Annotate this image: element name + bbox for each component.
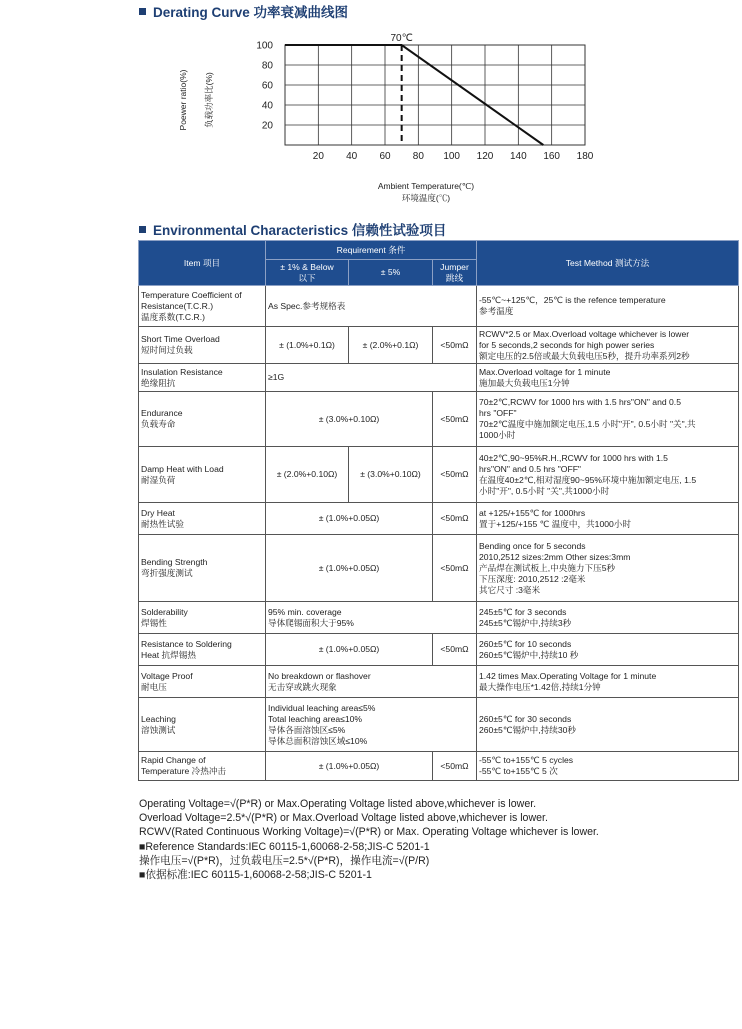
derating-curve-title: Derating Curve 功率衰减曲线图 — [153, 5, 349, 20]
tolerance-cell: ± (1.0%+0.05Ω) — [266, 634, 433, 666]
x-tick-label: 100 — [443, 151, 461, 162]
x-tick-label: 40 — [346, 151, 358, 162]
test-method-cell: 70±2℃,RCWV for 1000 hrs with 1.5 hrs"ON" and 0.5 hrs "OFF" 70±2℃温度中施加额定电压,1.5 小时"开", 0.5小时 "关",共 1000小时 — [477, 392, 739, 447]
test-method-cell: 40±2℃,90~95%R.H.,RCWV for 1000 hrs with 1.5 hrs"ON" and 0.5 hrs "OFF" 在温度40±2℃,相对湿度90~95%环境中施加额定电压, 1.5 小时"开", 0.5小时 "关",共1000小时 — [477, 447, 739, 503]
test-method-cell: 260±5℃ for 10 seconds 260±5℃锡炉中,持续10 秒 — [477, 634, 739, 666]
table-row — [139, 327, 739, 364]
note-line: 操作电压=√(P*R)，过负载电压=2.5*√(P*R)，操作电流=√(P/R) — [139, 854, 430, 867]
jumper-cell: <50mΩ — [433, 447, 477, 503]
table-row — [139, 698, 739, 752]
tolerance-cell: ± (1.0%+0.05Ω) — [266, 503, 433, 535]
item-cell: Temperature Coefficient of Resistance(T.C.R.) 温度系数(T.C.R.) — [139, 286, 266, 327]
item-cell: Rapid Change of Temperature 冷热冲击 — [139, 752, 266, 781]
item-cell: Dry Heat 耐热性试验 — [139, 503, 266, 535]
item-cell: Leaching 溶蚀测试 — [139, 698, 266, 752]
x-tick-labels — [313, 151, 594, 162]
square-bullet-icon — [139, 226, 146, 233]
table-row — [139, 666, 739, 698]
y-tick-labels — [256, 41, 273, 132]
environmental-table-body — [139, 286, 739, 781]
table-row — [139, 503, 739, 535]
derating-curve-heading — [139, 1, 348, 21]
jumper-cell: <50mΩ — [433, 503, 477, 535]
tolerance-1pct-header: ± 1% & Below 以下 — [266, 260, 349, 286]
x-tick-label: 80 — [412, 151, 424, 162]
tolerance-cell: ± (1.0%+0.05Ω) — [266, 535, 433, 602]
jumper-cell: <50mΩ — [433, 327, 477, 364]
test-method-cell: 245±5℃ for 3 seconds 245±5℃锡炉中,持续3秒 — [477, 602, 739, 634]
tolerance-cell: ± (1.0%+0.05Ω) — [266, 752, 433, 781]
environmental-heading — [139, 219, 446, 239]
x-tick-label: 180 — [576, 151, 594, 162]
note-line: RCWV(Rated Continuous Working Voltage)=√(P*R) or Max. Operating Voltage whichever is lower. — [139, 826, 599, 839]
requirement-cell: Individual leaching area≤5% Total leaching area≤10% 导体各面溶蚀区≤5% 导体总面积溶蚀区域≤10% — [266, 698, 477, 752]
test-method-cell: Bending once for 5 seconds 2010,2512 sizes:2mm Other sizes:3mm 产品焊在测试板上,中央施力下压5秒 下压深度: 2010,2512 :2毫米 其它尺寸 :3毫米 — [477, 535, 739, 602]
table-row — [139, 447, 739, 503]
test-method-header: Test Method 测试方法 — [477, 241, 739, 286]
plot-frame — [285, 45, 585, 145]
table-row — [139, 634, 739, 666]
x-tick-label: 20 — [312, 151, 324, 162]
item-cell: Solderability 焊锡性 — [139, 602, 266, 634]
table-row — [139, 364, 739, 392]
table-row — [139, 535, 739, 602]
table-row — [139, 392, 739, 447]
environmental-title: Environmental Characteristics 信赖性试验项目 — [153, 223, 447, 238]
test-method-cell: -55℃~+125℃，25℃ is the refence temperature 参考温度 — [477, 286, 739, 327]
test-method-cell: -55℃ to+155℃ 5 cycles -55℃ to+155℃ 5 次 — [477, 752, 739, 781]
note-line: Operating Voltage=√(P*R) or Max.Operating Voltage listed above,whichever is lower. — [139, 798, 537, 810]
requirement-cell: As Spec.参考规格表 — [266, 286, 477, 327]
test-method-cell: RCWV*2.5 or Max.Overload voltage whichever is lower for 5 seconds,2 seconds for high power series 额定电压的2.5倍或最大负载电压5秒，提升功率系列2秒 — [477, 327, 739, 364]
requirement-cell: No breakdown or flashover 无击穿或跳火现象 — [266, 666, 477, 698]
test-method-cell: Max.Overload voltage for 1 minute 施加最大负载电压1分钟 — [477, 364, 739, 392]
chart-grid — [285, 45, 585, 145]
table-row — [139, 286, 739, 327]
item-cell: Damp Heat with Load 耐湿负荷 — [139, 447, 266, 503]
requirement-header: Requirement 条件 — [266, 241, 477, 260]
note-line: Overload Voltage=2.5*√(P*R) or Max.Overload Voltage listed above,whichever is lower. — [139, 812, 548, 825]
y-tick-label: 20 — [261, 120, 273, 132]
tolerance-1pct-cell: ± (2.0%+0.10Ω) — [266, 447, 349, 503]
y-axis-label-cn: 负载功率比(%) — [204, 72, 214, 128]
tolerance-5pct-cell: ± (2.0%+0.1Ω) — [349, 327, 433, 364]
note-line: ■Reference Standards:IEC 60115-1,60068-2-58;JIS-C 5201-1 — [139, 840, 430, 853]
item-header: Item 项目 — [139, 241, 266, 286]
tolerance-cell: ± (3.0%+0.10Ω) — [266, 392, 433, 447]
x-axis-label-cn: 环境温度(℃) — [401, 193, 451, 203]
table-row — [139, 602, 739, 634]
test-method-cell: 1.42 times Max.Operating Voltage for 1 minute 最大操作电压*1.42倍,持续1分钟 — [477, 666, 739, 698]
requirement-cell: 95% min. coverage 导体爬锡面积大于95% — [266, 602, 477, 634]
derating-series-line — [285, 45, 543, 145]
tolerance-5pct-cell: ± (3.0%+0.10Ω) — [349, 447, 433, 503]
jumper-cell: <50mΩ — [433, 634, 477, 666]
item-cell: Endurance 负载寿命 — [139, 392, 266, 447]
y-tick-label: 60 — [261, 80, 273, 92]
y-tick-label: 80 — [261, 60, 273, 72]
x-tick-label: 160 — [543, 151, 561, 162]
tolerance-1pct-cell: ± (1.0%+0.1Ω) — [266, 327, 349, 364]
y-axis-label: Poewer ratio(%) — [178, 69, 188, 131]
notes-block — [139, 797, 599, 882]
jumper-cell: <50mΩ — [433, 752, 477, 781]
x-tick-label: 140 — [509, 151, 527, 162]
table-row — [139, 752, 739, 781]
jumper-header: Jumper 跳线 — [433, 260, 477, 286]
item-cell: Bending Strength 弯折强度测试 — [139, 535, 266, 602]
x-tick-label: 60 — [379, 151, 391, 162]
note-line: ■依据标准:IEC 60115-1,60068-2-58;JIS-C 5201-1 — [139, 869, 372, 882]
test-method-cell: at +125/+155℃ for 1000hrs 置于+125/+155 ℃ 温度中，共1000小时 — [477, 503, 739, 535]
test-method-cell: 260±5℃ for 30 seconds 260±5℃锡炉中,持续30秒 — [477, 698, 739, 752]
chart-axes — [285, 45, 585, 145]
derating-curve-chart — [170, 28, 610, 208]
environmental-table — [138, 240, 739, 781]
item-cell: Voltage Proof 耐电压 — [139, 666, 266, 698]
y-tick-label: 100 — [256, 40, 273, 52]
item-cell: Insulation Resistance 绝缘阻抗 — [139, 364, 266, 392]
x-axis-label: Ambient Temperature(℃) — [377, 181, 475, 191]
requirement-cell: ≥1G — [266, 364, 477, 392]
x-tick-label: 120 — [476, 151, 494, 162]
item-cell: Resistance to Soldering Heat 抗焊锡热 — [139, 634, 266, 666]
square-bullet-icon — [139, 8, 146, 15]
jumper-cell: <50mΩ — [433, 535, 477, 602]
temperature-marker-label: 70℃ — [390, 33, 413, 44]
y-tick-label: 40 — [261, 100, 273, 112]
item-cell: Short Time Overload 短时间过负载 — [139, 327, 266, 364]
jumper-cell: <50mΩ — [433, 392, 477, 447]
tolerance-5pct-header: ± 5% — [349, 260, 433, 286]
